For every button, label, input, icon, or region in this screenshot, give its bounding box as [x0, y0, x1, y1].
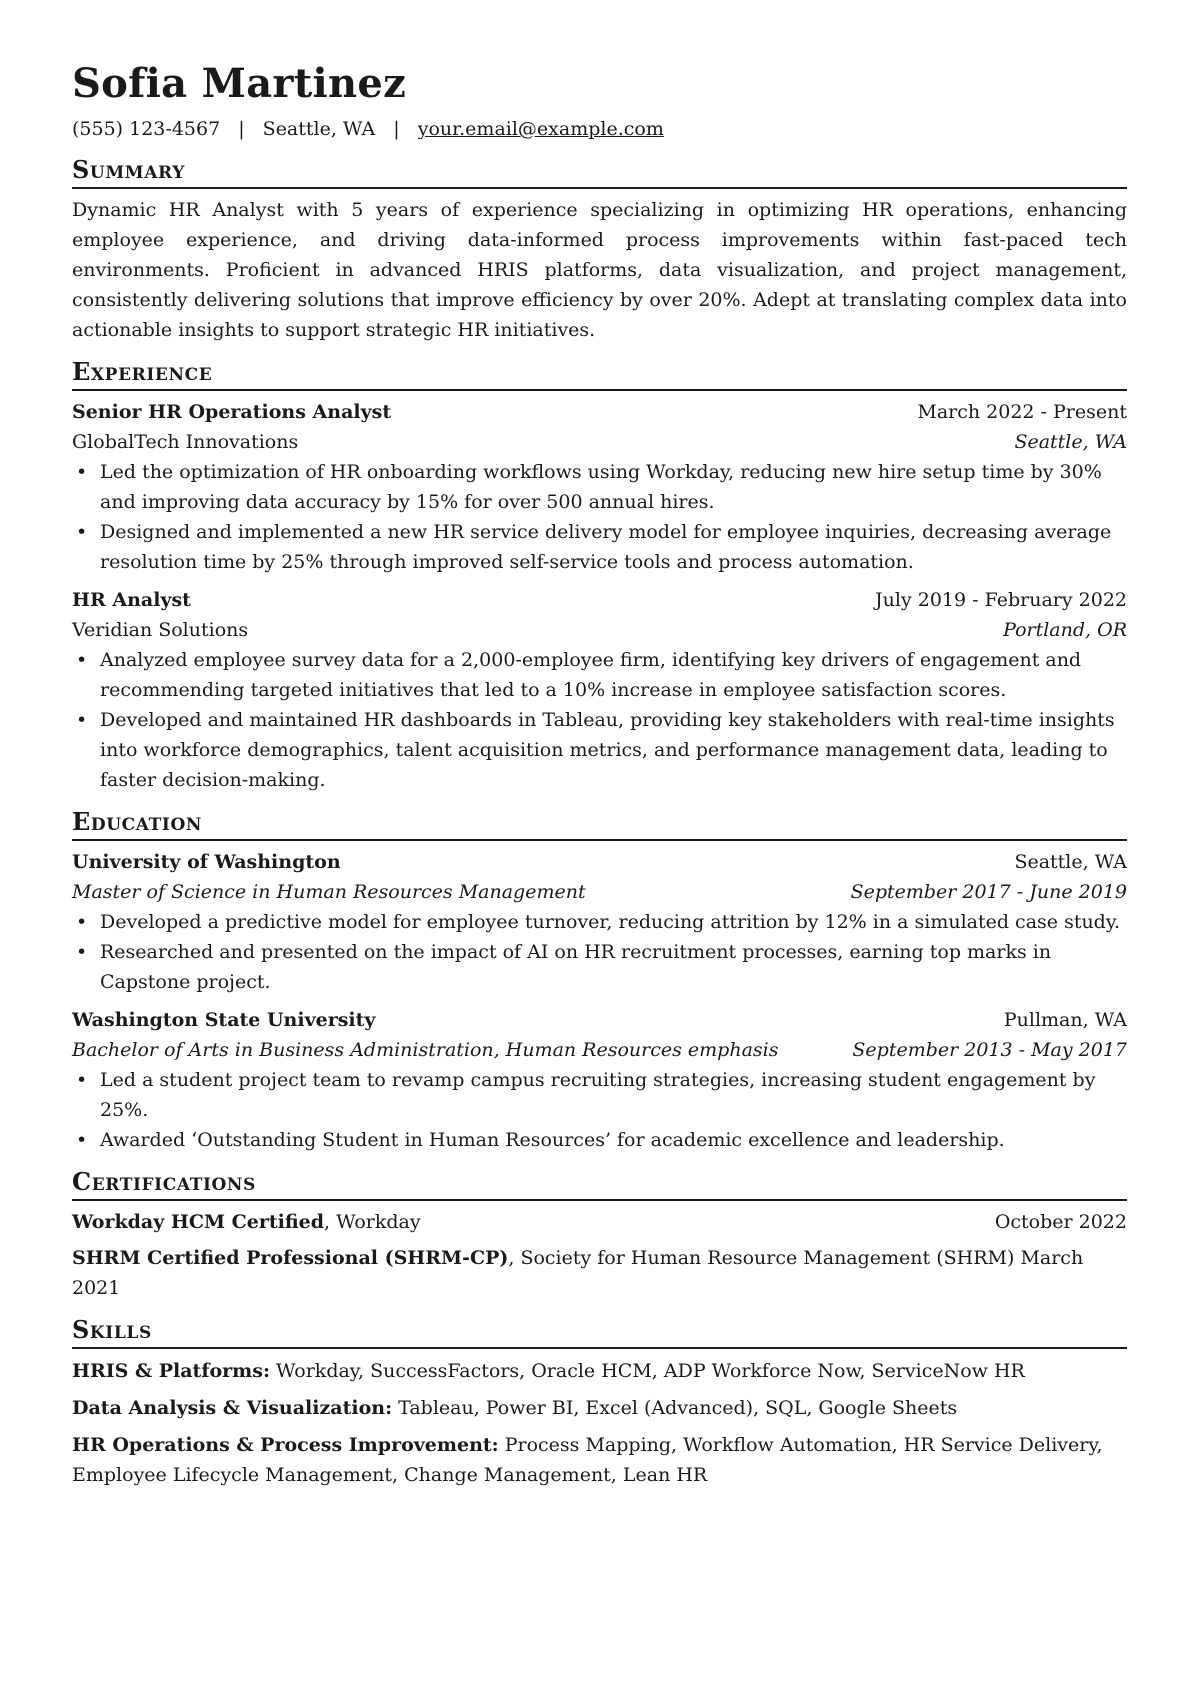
job-location: Seattle, WA	[1014, 431, 1127, 453]
skill-category: Data Analysis & Visualization:	[72, 1397, 393, 1419]
degree-name: Master of Science in Human Resources Management	[72, 881, 586, 903]
bullet-item: • Led the optimization of HR onboarding workflows using Workday, reducing new hire setup time by 30% and improving data accuracy by 15% for over 500 annual hires.	[100, 457, 1127, 517]
contact-line	[72, 115, 1127, 143]
education-entry	[72, 1005, 1127, 1155]
bullet-item: • Designed and implemented a new HR service delivery model for employee inquiries, decreasing average resolution time by 25% through improved self-service tools and process automation.	[100, 517, 1127, 577]
degree-name: Bachelor of Arts in Business Administration, Human Resources emphasis	[72, 1039, 779, 1061]
certification-date: March 2021	[72, 1247, 1084, 1299]
certification-entry	[72, 1207, 1127, 1237]
certification-name: Workday HCM Certified	[72, 1211, 325, 1233]
certification-name: SHRM Certified Professional (SHRM-CP)	[72, 1247, 509, 1269]
section-heading-summary: Summary	[72, 155, 1127, 189]
bullet-item: • Developed a predictive model for employee turnover, reducing attrition by 12% in a simulated case study.	[100, 907, 1127, 937]
email-link[interactable]: your.email@example.com	[417, 118, 664, 140]
job-dates: March 2022 - Present	[917, 401, 1127, 423]
education-entry	[72, 847, 1127, 997]
experience-list	[72, 397, 1127, 795]
section-heading-education: Education	[72, 807, 1127, 841]
job-title: Senior HR Operations Analyst	[72, 401, 392, 423]
skill-row	[72, 1393, 1127, 1423]
skill-category: HRIS & Platforms:	[72, 1360, 270, 1382]
school-location: Seattle, WA	[1014, 851, 1127, 873]
certification-entry	[72, 1243, 1127, 1303]
education-dates: September 2017 - June 2019	[850, 881, 1127, 903]
school-location: Pullman, WA	[1003, 1009, 1127, 1031]
company-name: GlobalTech Innovations	[72, 431, 299, 453]
certification-list	[72, 1207, 1127, 1303]
school-name: University of Washington	[72, 851, 341, 873]
skill-row	[72, 1430, 1127, 1490]
school-name: Washington State University	[72, 1009, 376, 1031]
skill-row	[72, 1356, 1127, 1386]
phone-number: (555) 123-4567	[72, 118, 221, 140]
candidate-name: Sofia Martinez	[72, 60, 407, 107]
job-bullets	[72, 457, 1127, 577]
job-location: Portland, OR	[1003, 619, 1127, 641]
education-bullets	[72, 1065, 1127, 1155]
experience-entry	[72, 397, 1127, 577]
certification-date: October 2022	[994, 1211, 1127, 1233]
certification-issuer: , Workday	[324, 1211, 421, 1233]
job-bullets	[72, 645, 1127, 795]
section-heading-skills: Skills	[72, 1315, 1127, 1349]
experience-entry	[72, 585, 1127, 795]
job-title: HR Analyst	[72, 589, 191, 611]
company-name: Veridian Solutions	[72, 619, 249, 641]
skill-items: Workday, SuccessFactors, Oracle HCM, ADP Workforce Now, ServiceNow HR	[276, 1360, 1025, 1382]
bullet-item: • Led a student project team to revamp campus recruiting strategies, increasing student engagement by 25%.	[100, 1065, 1127, 1125]
skill-items: Process Mapping, Workflow Automation, HR Service Delivery, Employee Lifecycle Management, Change Management, Lean HR	[72, 1434, 1103, 1486]
job-dates: July 2019 - February 2022	[875, 589, 1127, 611]
location: Seattle, WA	[262, 118, 376, 140]
education-bullets	[72, 907, 1127, 997]
skill-category: HR Operations & Process Improvement:	[72, 1434, 499, 1456]
bullet-item: • Analyzed employee survey data for a 2,000-employee firm, identifying key drivers of engagement and recommending targeted initiatives that led to a 10% increase in employee satisfaction scores.	[100, 645, 1127, 705]
skill-items: Tableau, Power BI, Excel (Advanced), SQL, Google Sheets	[398, 1397, 958, 1419]
contact-separator: |	[238, 118, 245, 140]
education-list	[72, 847, 1127, 1155]
bullet-item: • Researched and presented on the impact of AI on HR recruitment processes, earning top marks in Capstone project.	[100, 937, 1127, 997]
summary-text: Dynamic HR Analyst with 5 years of experience specializing in optimizing HR operations, enhancing employee experience, and driving data-informed process improvements within fast-paced tech environments. Proficient in advanced HRIS platforms, data visualization, and project management, consistently delivering solutions that improve efficiency by over 20%. Adept at translating complex data into actionable insights to support strategic HR initiatives.	[72, 199, 1127, 341]
contact-separator: |	[393, 118, 400, 140]
section-heading-certifications: Certifications	[72, 1167, 1127, 1201]
education-dates: September 2013 - May 2017	[852, 1039, 1127, 1061]
resume-content	[72, 58, 1127, 1490]
section-heading-experience: Experience	[72, 357, 1127, 391]
bullet-item: • Developed and maintained HR dashboards in Tableau, providing key stakeholders with real-time insights into workforce demographics, talent acquisition metrics, and performance management data, leading to faster decision-making.	[100, 705, 1127, 795]
bullet-item: • Awarded ‘Outstanding Student in Human Resources’ for academic excellence and leadership.	[100, 1125, 1127, 1155]
certification-issuer: , Society for Human Resource Management (SHRM)	[508, 1247, 1015, 1269]
skills-list	[72, 1356, 1127, 1490]
